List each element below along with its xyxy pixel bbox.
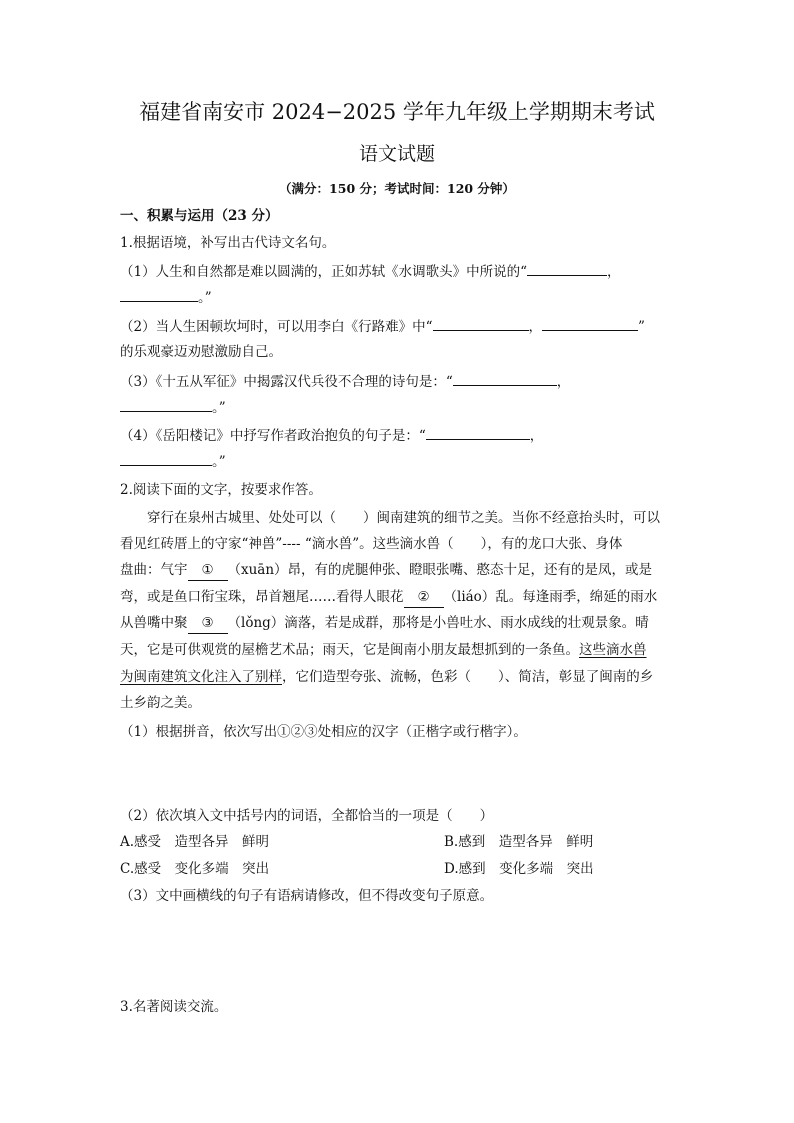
passage-text: （liáo）乱。每逢雨季，绵延的雨水 (443, 589, 658, 605)
answer-blank[interactable] (453, 371, 557, 386)
q1-item1-text: （1）人生和自然都是难以圆满的，正如苏轼《水调歌头》中所说的“ (120, 264, 527, 280)
q1-item2-line2: 的乐观豪迈劝慰激励自己。 (120, 344, 282, 360)
q3-stem: 3.名著阅读交流。 (120, 999, 228, 1015)
q1-item1-line2 (120, 287, 212, 308)
option-d[interactable]: D.感到 变化多端 突出 (444, 861, 594, 877)
exam-title: 福建省南安市 2024−2025 学年九年级上学期期末考试 (139, 100, 655, 124)
passage-line (120, 640, 647, 660)
passage-line (120, 560, 652, 581)
passage-text: （xuān）昂，有的虎腿伸张、瞪眼张嘴、憨态十足，还有的是凤，或是 (227, 562, 653, 578)
q1-stem: 1.根据语境，补写出古代诗文名句。 (120, 235, 336, 251)
passage-line: 看见红砖厝上的守家“神兽”---- “滴水兽”。这些滴水兽（ ），有的龙口大张、身体 (120, 536, 623, 552)
fill-blank-3[interactable]: ③ (188, 613, 228, 634)
exam-info: （满分：150 分；考试时间：120 分钟） (279, 181, 515, 196)
fill-blank-2[interactable]: ② (404, 587, 444, 608)
q1-item3-line1 (120, 371, 570, 392)
passage-line (120, 587, 657, 608)
passage-text: ，它们造型夸张、流畅，色彩（ ）、简洁，彰显了闽南的乡 (282, 669, 654, 685)
q2-sub2: （2）依次填入文中括号内的词语，全都恰当的一项是（ ） (120, 808, 494, 824)
punct: ， (556, 374, 571, 390)
answer-blank[interactable] (426, 425, 530, 440)
q1-item4-line1 (120, 425, 543, 446)
option-c[interactable]: C.感受 变化多端 突出 (120, 861, 270, 877)
punct: 。” (212, 454, 226, 470)
q1-item3-text: （3）《十五从军征》中揭露汉代兵役不合理的诗句是：“ (120, 374, 453, 390)
underlined-sentence: 为闽南建筑文化注入了别样 (120, 669, 282, 685)
underlined-sentence: 这些滴水兽 (579, 642, 647, 658)
passage-text: 盘曲：气宇 (120, 562, 188, 578)
punct: ， (607, 264, 621, 280)
answer-blank[interactable] (542, 316, 638, 331)
punct: ” (638, 319, 645, 335)
punct: ， (528, 319, 542, 335)
q1-item2-line1 (120, 316, 645, 337)
passage-text: 天，它是可供观赏的屋檐艺术品；雨天，它是闽南小朋友最想抓到的一条鱼。 (120, 642, 579, 658)
fill-blank-1[interactable]: ① (188, 560, 228, 581)
q2-sub1: （1）根据拼音，依次写出①②③处相应的汉字（正楷字或行楷字）。 (120, 724, 527, 740)
q1-item3-line2 (120, 397, 226, 418)
option-a[interactable]: A.感受 造型各异 鲜明 (120, 834, 270, 850)
q1-item1-line1 (120, 261, 621, 282)
section-heading: 一、积累与运用（23 分） (120, 208, 279, 224)
passage-line: 土乡韵之美。 (120, 695, 201, 711)
q1-item4-line2 (120, 451, 226, 472)
answer-blank[interactable] (120, 397, 212, 412)
passage-line (120, 613, 649, 634)
option-b[interactable]: B.感到 造型各异 鲜明 (444, 834, 594, 850)
passage-text: 从兽嘴中聚 (120, 615, 188, 631)
answer-blank[interactable] (527, 261, 607, 276)
answer-blank[interactable] (433, 316, 529, 331)
punct: ， (529, 428, 544, 444)
q2-sub3: （3）文中画横线的句子有语病请修改，但不得改变句子原意。 (120, 888, 494, 904)
passage-text: （lǒng）滴落，若是成群，那将是小兽吐水、雨水成线的壮观景象。晴 (227, 615, 649, 631)
passage-line (120, 667, 653, 687)
punct: 。” (212, 400, 226, 416)
q1-item2-text: （2）当人生困顿坎坷时，可以用李白《行路难》中“ (120, 319, 433, 335)
exam-subject: 语文试题 (358, 143, 435, 165)
punct: 。” (198, 290, 212, 306)
q1-item4-text: （4）《岳阳楼记》中抒写作者政治抱负的句子是：“ (120, 428, 426, 444)
q2-stem: 2.阅读下面的文字，按要求作答。 (120, 482, 322, 498)
passage-line: 穿行在泉州古城里、处处可以（ ）闽南建筑的细节之美。当你不经意抬头时，可以 (147, 510, 660, 526)
answer-blank[interactable] (120, 287, 198, 302)
passage-text: 弯，或是鱼口衔宝珠，昂首翘尾……看得人眼花 (120, 589, 404, 605)
answer-blank[interactable] (120, 451, 212, 466)
